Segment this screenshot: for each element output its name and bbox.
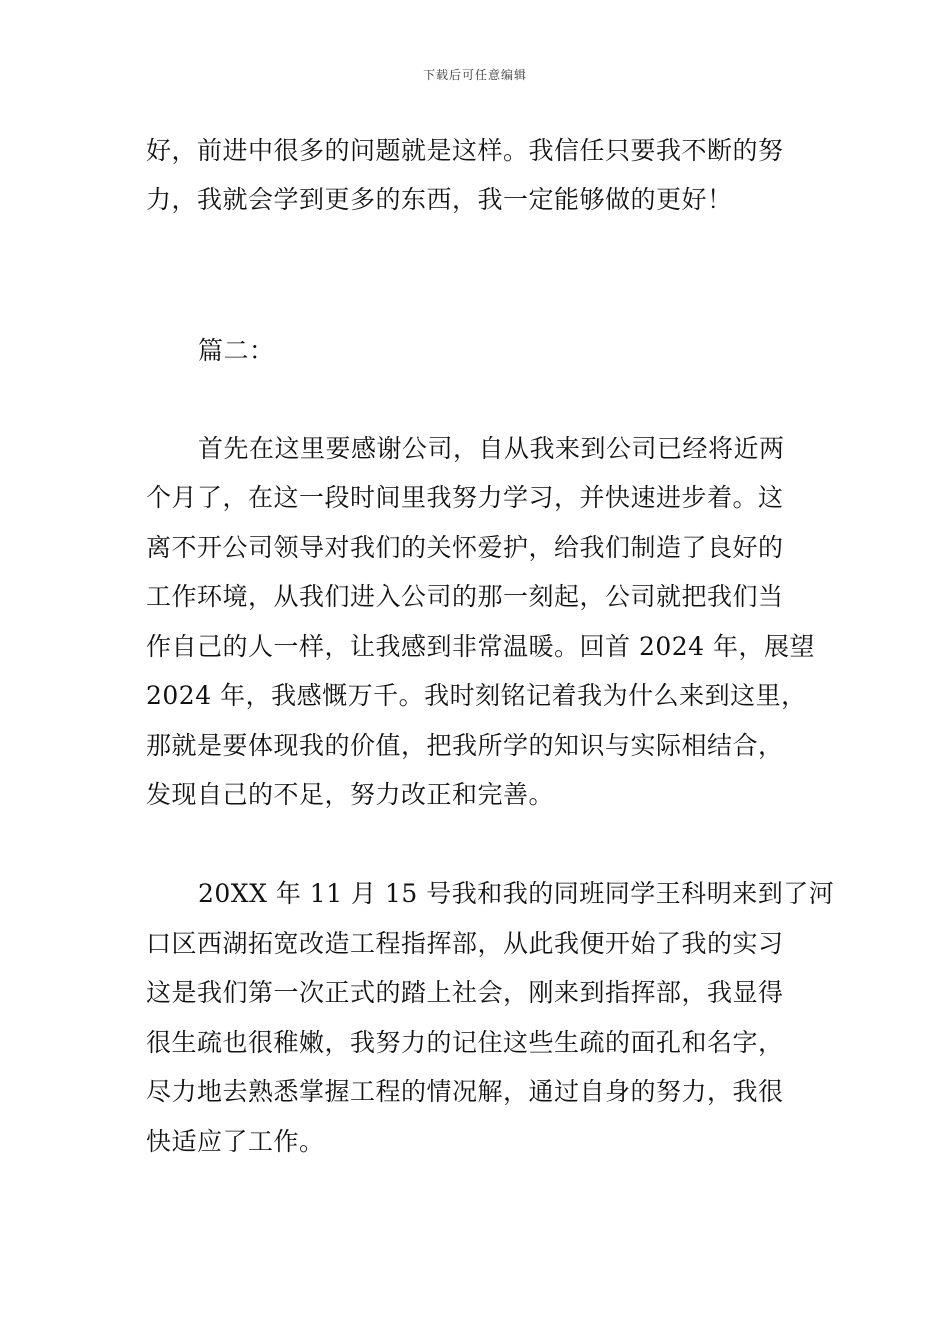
text-line: 这是我们第一次正式的踏上社会，刚来到指挥部，我显得 xyxy=(146,978,784,1007)
text-line: 很生疏也很稚嫩，我努力的记住这些生疏的面孔和名字， xyxy=(146,1028,784,1057)
section-title: 篇二： xyxy=(198,336,275,365)
text-line: 个月了，在这一段时间里我努力学习，并快速进步着。这 xyxy=(146,483,784,512)
text-line: 力，我就会学到更多的东西，我一定能够做的更好！ xyxy=(146,185,733,214)
text-line: 尽力地去熟悉掌握工程的情况解，通过自身的努力，我很 xyxy=(146,1077,784,1106)
text-line: 发现自己的不足，努力改正和完善。 xyxy=(146,780,555,809)
text-line: 那就是要体现我的价值，把我所学的知识与实际相结合， xyxy=(146,731,784,760)
page-header: 下载后可任意编辑 xyxy=(422,68,527,82)
text-line: 口区西湖拓宽改造工程指挥部，从此我便开始了我的实习 xyxy=(146,929,784,958)
text-line: 首先在这里要感谢公司，自从我来到公司已经将近两 xyxy=(198,434,785,463)
text-line: 快适应了工作。 xyxy=(146,1127,325,1156)
text-line: 2024 年，我感慨万千。我时刻铭记着我为什么来到这里， xyxy=(146,681,807,710)
text-line: 工作环境，从我们进入公司的那一刻起，公司就把我们当 xyxy=(146,582,784,611)
text-line: 作自己的人一样，让我感到非常温暖。回首 2024 年，展望 xyxy=(146,632,816,661)
text-line: 20XX 年 11 月 15 号我和我的同班同学王科明来到了河 xyxy=(198,879,835,908)
text-line: 离不开公司领导对我们的关怀爱护，给我们制造了良好的 xyxy=(146,533,784,562)
text-line: 好，前进中很多的问题就是这样。我信任只要我不断的努 xyxy=(146,136,784,165)
